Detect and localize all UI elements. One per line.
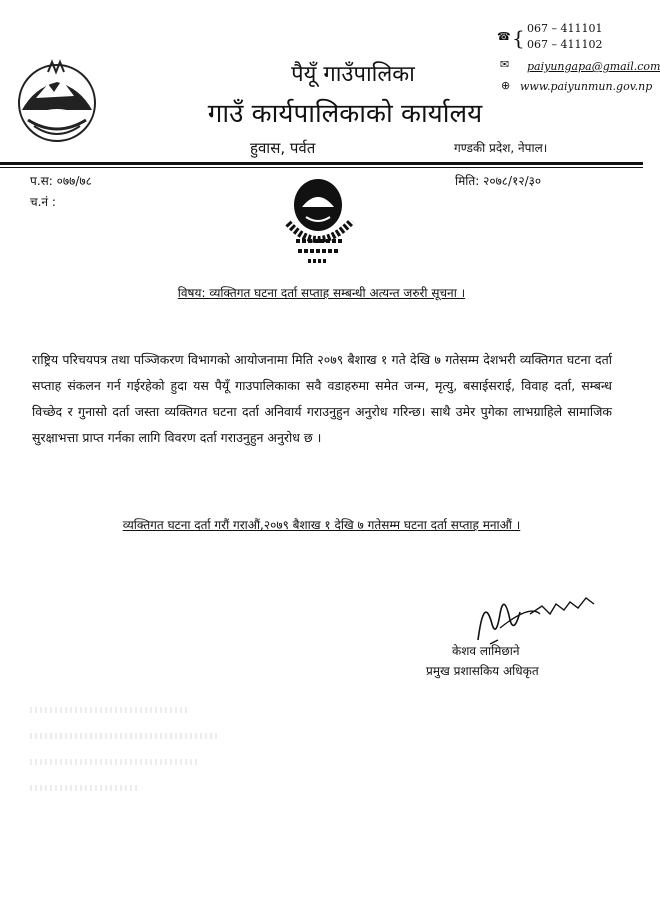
handwritten-signature — [470, 584, 600, 648]
phone-number-2: 067 – 411102 — [527, 38, 603, 51]
closing-slogan: व्यक्तिगत घटना दर्ता गरौं गराऔं,२०७९ बैशाख १ देखि ७ गतेसम्म घटना दर्ता सप्ताह मनाऔं । — [122, 518, 521, 532]
email-icon: ✉ — [500, 58, 510, 71]
phone-icon: ☎ — [497, 30, 511, 43]
email-address: paiyungapa@gmail.com — [527, 60, 660, 73]
notice-body: राष्ट्रिय परिचयपत्र तथा पञ्जिकरण विभागको आयोजनामा मिति २०७९ बैशाख १ गते देखि ७ गतेसम्म देशभरी व्यक्तिगत घटना दर्ता सप्ताह संकलन गर्न गईरहेको हुदा यस पैयूँ गाउपालिकाका सवै वडाहरुमा समेत जन्म, मृत्यु, बसाईसराई, विवाह दर्ता, सम्बन्ध विच्छेद र गुनासो दर्ता जस्ता व्यक्तिगत घटना दर्ता अनिवार्य गराउनुहुन अनुरोध गरिन्छ। साथै उमेर पुगेका लाभग्राहिले सामाजिक सुरक्षाभत्ता प्राप्त गर्नका लागि विवरण दर्ता गराउनुहुन अनुरोध छ । — [32, 352, 612, 445]
scan-noise — [20, 690, 320, 800]
office-location: हुवास, पर्वत — [250, 139, 316, 157]
dispatch-number: च.नं : — [30, 195, 56, 209]
signatory-title: प्रमुख प्रशासकिय अधिकृत — [426, 664, 539, 678]
office-name: गाउँ कार्यपालिकाको कार्यालय — [207, 99, 483, 129]
subject-line: विषय: व्यक्तिगत घटना दर्ता सप्ताह सम्बन्धी अत्यन्त जरुरी सूचना । — [177, 286, 466, 300]
letter-date: मिति: २०७८/१२/३० — [455, 174, 542, 188]
government-emblem-logo — [14, 58, 100, 144]
official-stamp — [262, 165, 374, 275]
province-label: गण्डकी प्रदेश, नेपाल। — [454, 141, 548, 155]
brace-icon: { — [512, 26, 525, 50]
web-icon: ⊕ — [501, 79, 511, 92]
signatory-name: केशव लामिछाने — [452, 644, 520, 658]
website-url: www.paiyunmun.gov.np — [520, 80, 653, 93]
phone-number-1: 067 – 411101 — [527, 22, 603, 35]
reference-number: प.स: ०७७/७८ — [30, 174, 92, 188]
municipality-name: पैयूँ गाउँपालिका — [291, 62, 415, 87]
